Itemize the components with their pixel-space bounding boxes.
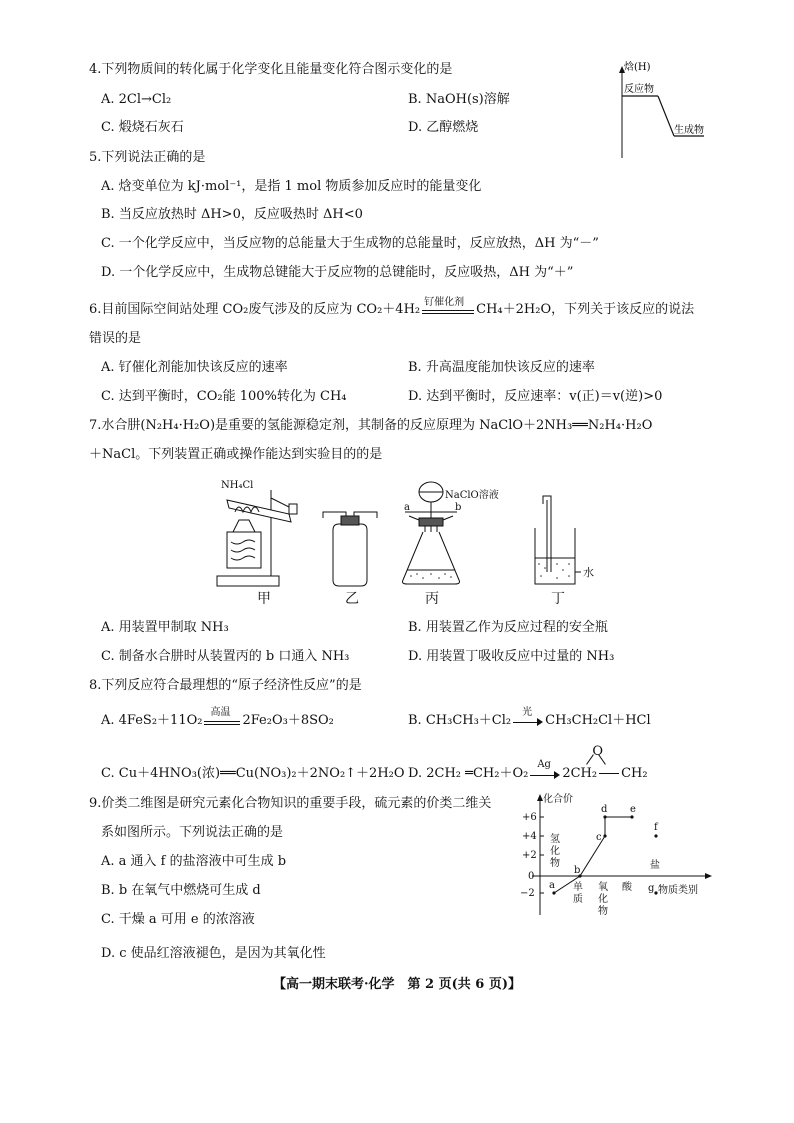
point-b: b — [574, 865, 581, 876]
point-a: a — [549, 880, 555, 891]
q8-b-reactants: B. CH₃CH₃＋Cl₂ — [408, 713, 512, 728]
q7-apparatus-figure — [205, 472, 605, 604]
q5-option-a: A. 焓变单位为 kJ·mol⁻¹，是指 1 mol 物质参加反应时的能量变化 — [101, 179, 482, 194]
q8-a-condition: 高温 — [210, 707, 231, 718]
cat-elem-2: 质 — [573, 894, 583, 905]
q9-stem-2: 系如图所示。下列说法正确的是 — [101, 825, 284, 840]
q4-option-a: A. 2Cl→Cl₂ — [101, 92, 172, 107]
tick-plus6: +6 — [522, 812, 537, 823]
q8-b-condition: 光 — [522, 707, 533, 718]
x-axis-title: 物质类别 — [658, 885, 698, 896]
q8-d-reactants: D. 2CH₂ ═CH₂＋O₂ — [408, 766, 529, 781]
apparatus-jia — [217, 480, 297, 586]
apparatus-yi — [323, 512, 377, 586]
cat-salt: 盐 — [650, 860, 660, 871]
q4-y-label: 焓(H) — [624, 62, 651, 73]
port-b-label: b — [455, 502, 462, 513]
epoxide-product — [562, 744, 648, 783]
q4-enthalpy-figure — [612, 60, 712, 162]
cat-acid: 酸 — [622, 882, 632, 893]
ding-liquid-dots — [538, 563, 570, 579]
q8-d-product-right: CH₂ — [621, 766, 648, 781]
q4-option-d: D. 乙醇燃烧 — [408, 120, 479, 135]
q8-d-condition: Ag — [537, 759, 551, 770]
epoxide-oxygen: O — [592, 744, 603, 759]
q8-option-a — [101, 707, 334, 730]
q9-stem: 9.价类二维图是研究元素化合物知识的重要手段，硫元素的价类二维关 — [89, 796, 492, 811]
port-a-label: a — [404, 502, 410, 513]
label-yi: 乙 — [345, 591, 359, 604]
q4-stem: 4.下列物质间的转化属于化学变化且能量变化符合图示变化的是 — [89, 62, 453, 77]
q8-a-arrow — [202, 707, 242, 730]
q4-reactant-label: 反应物 — [624, 84, 654, 95]
q8-option-d — [408, 744, 648, 783]
q4-option-c: C. 煅烧石灰石 — [101, 120, 184, 135]
q5-option-b: B. 当反应放热时 ΔH>0，反应吸热时 ΔH<0 — [101, 207, 363, 222]
cat-oxide-2: 化 — [598, 894, 608, 905]
q5-stem: 5.下列说法正确的是 — [89, 150, 206, 165]
point-g: g — [648, 883, 655, 894]
q8-d-product-left: 2CH₂ — [562, 766, 598, 781]
y-axis-title: 化合价 — [543, 794, 573, 805]
q8-b-arrow — [511, 707, 545, 730]
q4-product-label: 生成物 — [674, 125, 704, 136]
q8-d-arrow — [528, 759, 562, 783]
q9-valence-category-figure — [508, 790, 714, 922]
q8-option-b — [408, 707, 651, 730]
tick-minus2: −2 — [520, 888, 535, 899]
label-bing: 丙 — [425, 591, 439, 604]
q5-option-c: C. 一个化学反应中，当反应物的总能量大于生成物的总能量时，反应放热，ΔH 为“－” — [101, 236, 599, 251]
q8-option-c: C. Cu＋4HNO₃(浓)══Cu(NO₃)₂＋2NO₂↑＋2H₂O — [101, 766, 405, 781]
q7-stem-2: ＋NaCl。下列装置正确或操作能达到实验目的的是 — [89, 447, 383, 462]
q7-option-a: A. 用装置甲制取 NH₃ — [101, 620, 229, 635]
q7-option-c: C. 制备水合肼时从装置丙的 b 口通入 NH₃ — [101, 649, 350, 664]
point-d: d — [601, 804, 608, 815]
cat-oxide-3: 物 — [598, 906, 608, 917]
q6-catalyst: 钌催化剂 — [424, 297, 465, 308]
q9-option-a: A. a 通入 f 的盐溶液中可生成 b — [101, 854, 287, 869]
point-c: c — [596, 832, 602, 843]
label-ding: 丁 — [551, 591, 565, 604]
q6-stem — [89, 297, 695, 319]
tick-plus4: +4 — [522, 831, 537, 842]
cat-oxide-1: 氧 — [598, 882, 608, 893]
water-label: 水 — [583, 566, 594, 579]
q7-option-b: B. 用装置乙作为反应过程的安全瓶 — [408, 620, 608, 635]
apparatus-ding — [535, 496, 575, 584]
cat-hydride-1: 氢 — [550, 834, 560, 845]
q7-option-d: D. 用装置丁吸收反应中过量的 NH₃ — [408, 649, 615, 664]
q4-option-b: B. NaOH(s)溶解 — [408, 92, 510, 107]
cat-hydride-2: 化 — [550, 846, 560, 857]
q6-stem-pre: 6.目前国际空间站处理 CO₂废气涉及的反应为 CO₂＋4H₂ — [89, 302, 421, 317]
q8-a-reactants: A. 4FeS₂＋11O₂ — [101, 713, 203, 728]
nh4cl-label: NH₄Cl — [221, 480, 254, 491]
point-f: f — [654, 822, 658, 833]
point-e: e — [630, 804, 636, 815]
cat-hydride-3: 物 — [550, 858, 560, 869]
q8-b-products: CH₃CH₂Cl＋HCl — [545, 713, 651, 728]
q6-stem-post: CH₄＋2H₂O，下列关于该反应的说法 — [476, 302, 695, 317]
q6-option-d: D. 达到平衡时，反应速率：v(正)＝v(逆)>0 — [408, 389, 663, 404]
q5-option-d: D. 一个化学反应中，生成物总键能大于反应物的总键能时，反应吸热，ΔH 为“＋” — [101, 265, 574, 280]
q6-option-c: C. 达到平衡时，CO₂能 100%转化为 CH₄ — [101, 389, 347, 404]
q9-option-c: C. 干燥 a 可用 e 的浓溶液 — [101, 912, 255, 927]
q7-stem: 7.水合肼(N₂H₄·H₂O)是重要的氢能源稳定剂，其制备的反应原理为 NaClO＋2NH₃══N₂H₄·H₂O — [89, 418, 653, 433]
q8-stem: 8.下列反应符合最理想的“原子经济性反应”的是 — [89, 678, 362, 693]
q6-stem-2: 错误的是 — [89, 331, 142, 346]
q8-a-products: 2Fe₂O₃＋8SO₂ — [242, 713, 334, 728]
page-footer: 【高一期末联考·化学 第 2 页(共 6 页)】 — [272, 977, 522, 992]
q6-option-b: B. 升高温度能加快该反应的速率 — [408, 360, 595, 375]
naclo-label: NaClO溶液 — [445, 490, 499, 501]
q6-catalyst-arrow — [420, 297, 476, 319]
q9-option-b: B. b 在氧气中燃烧可生成 d — [101, 883, 261, 898]
epoxide-bond — [599, 773, 619, 774]
tick-plus2: +2 — [522, 850, 537, 861]
label-jia: 甲 — [257, 591, 271, 604]
cat-elem-1: 单 — [573, 882, 583, 893]
q9-option-d: D. c 使品红溶液褪色，是因为其氧化性 — [101, 946, 326, 961]
q6-option-a: A. 钌催化剂能加快该反应的速率 — [101, 360, 288, 375]
tick-zero: 0 — [528, 871, 535, 882]
